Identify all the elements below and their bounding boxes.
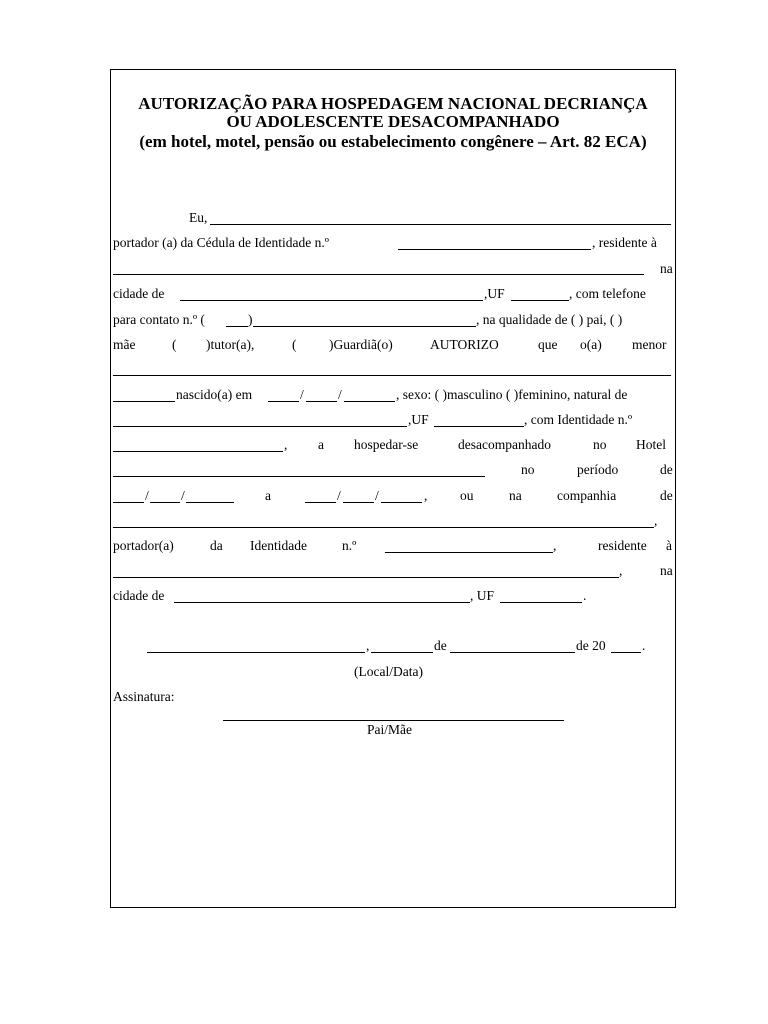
periodo-slash-4: / — [375, 488, 379, 503]
menor-nome-cont-field[interactable] — [113, 401, 175, 402]
uf-field-2[interactable] — [434, 426, 524, 427]
companhia-text: companhia — [557, 488, 617, 503]
telefone-label: , com telefone — [569, 286, 646, 301]
acompanhante-identidade-field[interactable] — [385, 552, 553, 553]
mae-option: mãe — [113, 337, 136, 352]
acompanhante-uf-field[interactable] — [500, 602, 582, 603]
nome-field[interactable] — [210, 224, 671, 225]
menor-identidade-field[interactable] — [113, 451, 283, 452]
oa-text: o(a) — [580, 337, 602, 352]
periodo-inicio-dia-field[interactable] — [113, 502, 144, 503]
de-text: de — [660, 462, 673, 477]
periodo-inicio-ano-field[interactable] — [186, 502, 234, 503]
cidade-label-2: cidade de — [113, 588, 165, 603]
identidade-label: , com Identidade n.º — [524, 412, 633, 427]
comma-text-3: , — [654, 513, 658, 528]
a-text-2: a — [265, 488, 271, 503]
acompanhante-cidade-field[interactable] — [174, 602, 470, 603]
nasc-ano-field[interactable] — [344, 401, 395, 402]
no-text-2: no — [521, 462, 535, 477]
pai-mae-caption: Pai/Mãe — [367, 722, 412, 737]
cidade-field[interactable] — [180, 300, 483, 301]
contato-label: para contato n.º ( — [113, 312, 205, 327]
periodo-text: período — [577, 462, 619, 477]
tutor-open-paren[interactable]: ( — [172, 337, 177, 352]
na-label: na — [660, 261, 673, 276]
periodo-fim-ano-field[interactable] — [381, 502, 422, 503]
ano-field[interactable] — [611, 652, 641, 653]
residente-label: , residente à — [592, 235, 657, 250]
comma-text-5: , — [619, 563, 623, 578]
no-text: no — [593, 437, 607, 452]
cedula-label: portador (a) da Cédula de Identidade n.º — [113, 235, 329, 250]
periodo-slash-3: / — [337, 488, 341, 503]
comma-text-2: , — [424, 488, 428, 503]
menor-nome-field[interactable] — [113, 375, 671, 376]
document-subtitle: (em hotel, motel, pensão ou estabelecimento congênere – Art. 82 ECA) — [139, 132, 647, 151]
period-text: . — [583, 588, 587, 603]
portadora-text: portador(a) — [113, 538, 174, 553]
dia-field[interactable] — [371, 652, 433, 653]
hotel-field[interactable] — [113, 476, 485, 477]
comma-text: , — [284, 437, 288, 452]
de-text-3: de — [434, 638, 447, 653]
comma-text-4: , — [553, 538, 557, 553]
periodo-slash-2: / — [181, 488, 185, 503]
uf-label-2: ,UF — [408, 412, 429, 427]
ddd-field[interactable] — [226, 326, 248, 327]
de-text-2: de — [660, 488, 673, 503]
desacompanhado-text: desacompanhado — [458, 437, 551, 452]
period-text-2: . — [642, 638, 646, 653]
local-data-caption: (Local/Data) — [354, 664, 423, 679]
uf-field[interactable] — [511, 300, 569, 301]
tutor-option: )tutor(a), — [206, 337, 255, 352]
da-text: da — [210, 538, 223, 553]
ou-text: ou — [460, 488, 474, 503]
nasc-mes-field[interactable] — [306, 401, 337, 402]
document-title-line-2: OU ADOLESCENTE DESACOMPANHADO — [226, 112, 560, 131]
assinatura-label: Assinatura: — [113, 689, 175, 704]
nasc-slash-1: / — [300, 387, 304, 402]
uf-label: ,UF — [484, 286, 505, 301]
residente-text: residente — [598, 538, 647, 553]
paren-close: ) — [248, 312, 253, 327]
document-title-line-1: AUTORIZAÇÃO PARA HOSPEDAGEM NACIONAL DECRIANÇA — [138, 94, 648, 113]
guardiao-open-paren[interactable]: ( — [292, 337, 297, 352]
na-text-3: na — [660, 563, 673, 578]
periodo-fim-dia-field[interactable] — [305, 502, 336, 503]
periodo-slash-1: / — [145, 488, 149, 503]
autorizo-text: AUTORIZO — [430, 337, 499, 352]
guardiao-option: )Guardiã(o) — [329, 337, 393, 352]
periodo-inicio-mes-field[interactable] — [150, 502, 180, 503]
nascido-label: nascido(a) em — [176, 387, 253, 402]
cedula-field[interactable] — [398, 249, 591, 250]
a-grave-text: à — [666, 538, 672, 553]
comma-text-6: , — [366, 638, 370, 653]
a-text: a — [318, 437, 324, 452]
que-text: que — [538, 337, 558, 352]
hotel-text: Hotel — [636, 437, 666, 452]
nasc-slash-2: / — [338, 387, 342, 402]
nasc-dia-field[interactable] — [268, 401, 299, 402]
acompanhante-nome-field[interactable] — [113, 527, 654, 528]
menor-text: menor — [632, 337, 667, 352]
periodo-fim-mes-field[interactable] — [343, 502, 374, 503]
acompanhante-endereco-field[interactable] — [113, 577, 619, 578]
na-text-2: na — [509, 488, 522, 503]
de-20-text: de 20 — [576, 638, 606, 653]
qualidade-label: , na qualidade de ( ) pai, ( ) — [476, 312, 623, 327]
cidade-label: cidade de — [113, 286, 165, 301]
local-field[interactable] — [147, 652, 365, 653]
hospedar-text: hospedar-se — [354, 437, 419, 452]
signature-line[interactable] — [223, 720, 564, 721]
eu-label: Eu, — [189, 210, 208, 225]
uf-label-3: , UF — [470, 588, 495, 603]
sexo-label: , sexo: ( )masculino ( )feminino, natural de — [396, 387, 628, 402]
n-o-text: n.º — [342, 538, 357, 553]
naturalidade-field[interactable] — [113, 426, 407, 427]
telefone-field[interactable] — [253, 326, 476, 327]
identidade-text: Identidade — [250, 538, 307, 553]
mes-field[interactable] — [450, 652, 575, 653]
endereco-field[interactable] — [113, 274, 644, 275]
